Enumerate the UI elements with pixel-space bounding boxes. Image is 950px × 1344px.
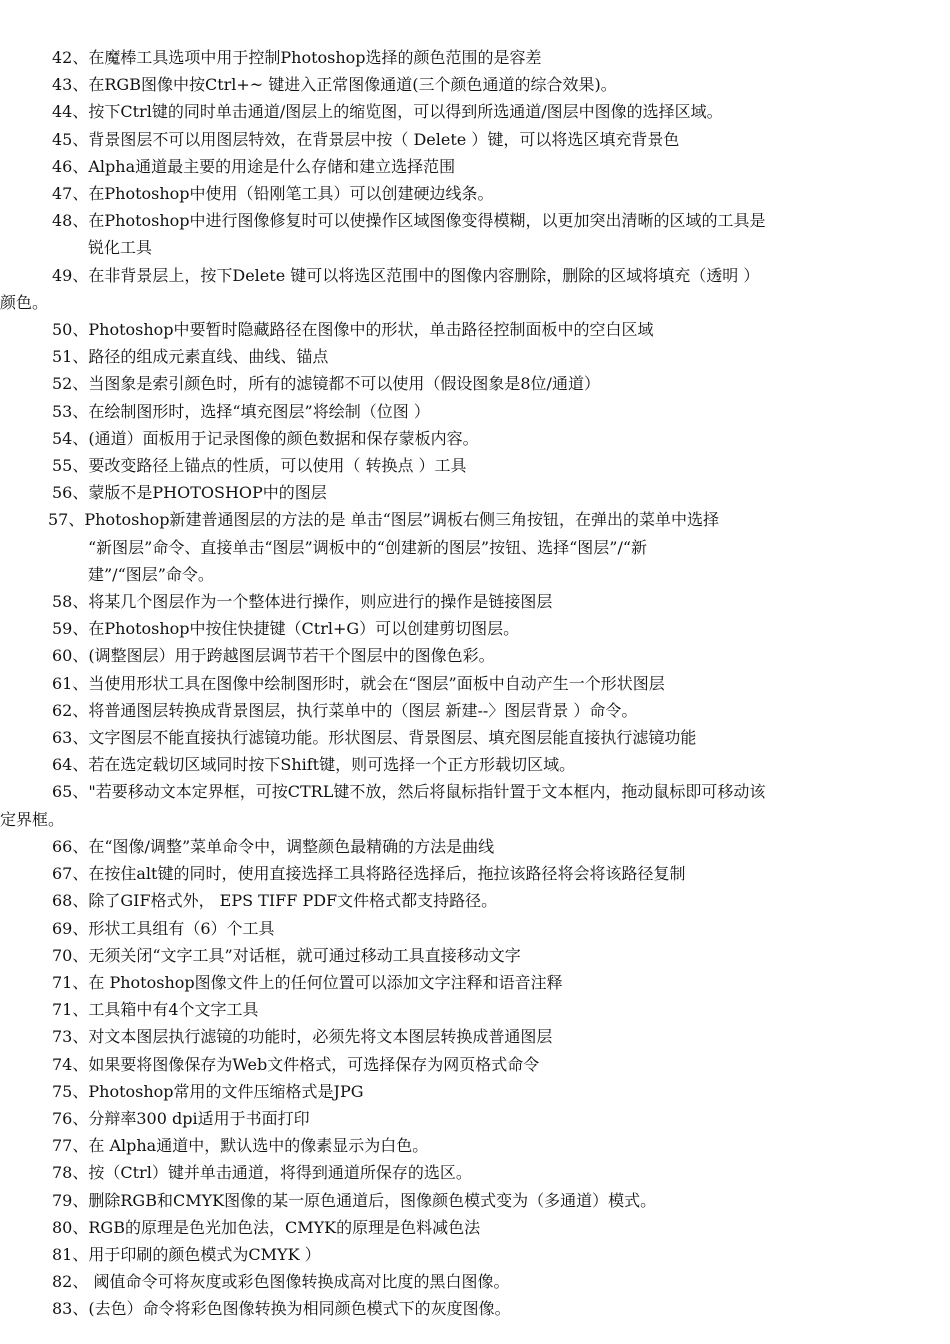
item-number: 82、 <box>52 1272 89 1292</box>
list-item <box>0 1051 950 1078</box>
item-text: 对文本图层执行滤镜的功能时，必须先将文本图层转换成普通图层 <box>88 1027 553 1047</box>
item-number: 73、 <box>52 1027 89 1047</box>
list-item <box>0 1105 950 1132</box>
item-number: 44、 <box>52 102 89 122</box>
list-item <box>0 833 950 860</box>
item-number: 49、 <box>52 265 89 285</box>
item-text: 如果要将图像保存为Web文件格式，可选择保存为网页格式命令 <box>88 1054 540 1074</box>
item-number: 64、 <box>52 755 89 775</box>
list-item <box>0 343 950 370</box>
item-number: 75、 <box>52 1081 89 1101</box>
list-item <box>0 1159 950 1186</box>
list-item <box>0 1295 950 1322</box>
item-text: 当图象是索引颜色时，所有的滤镜都不可以使用（假设图象是8位/通道） <box>88 374 600 394</box>
item-text: Alpha通道最主要的用途是什么存储和建立选择范围 <box>88 156 456 176</box>
list-item <box>0 1241 950 1268</box>
item-text: 删除RGB和CMYK图像的某一原色通道后，图像颜色模式变为（多通道）模式。 <box>88 1190 657 1210</box>
item-number: 66、 <box>52 836 89 856</box>
list-item <box>0 969 950 996</box>
item-number: 60、 <box>52 646 89 666</box>
item-text: (调整图层）用于跨越图层调节若干个图层中的图像色彩。 <box>88 646 495 666</box>
item-number: 79、 <box>52 1190 89 1210</box>
list-item <box>0 98 950 125</box>
item-text: 阈值命令可将灰度或彩色图像转换成高对比度的黑白图像。 <box>88 1272 510 1292</box>
item-number: 43、 <box>52 75 89 95</box>
item-number: 52、 <box>52 374 89 394</box>
item-text: 在魔棒工具选项中用于控制Photoshop选择的颜色范围的是容差 <box>88 48 542 67</box>
item-number: 59、 <box>52 619 89 639</box>
list-item <box>0 1132 950 1159</box>
item-continuation: 锐化工具 <box>88 238 153 258</box>
item-text: 按（Ctrl）键并单击通道，将得到通道所保存的选区。 <box>88 1163 472 1183</box>
list-item <box>0 915 950 942</box>
item-number: 46、 <box>52 156 89 176</box>
item-number: 71、 <box>52 972 89 992</box>
item-text: 当使用形状工具在图像中绘制图形时，就会在“图层”面板中自动产生一个形状图层 <box>88 673 665 693</box>
item-text: RGB的原理是色光加色法，CMYK的原理是色料减色法 <box>88 1217 481 1237</box>
list-item <box>0 425 950 452</box>
list-item <box>0 697 950 724</box>
item-number: 65、 <box>52 782 89 802</box>
item-text: 在RGB图像中按Ctrl+~ 键进入正常图像通道(三个颜色通道的综合效果)。 <box>88 75 617 95</box>
item-number: 50、 <box>52 320 89 340</box>
list-item <box>0 370 950 397</box>
list-item <box>0 1078 950 1105</box>
item-number: 55、 <box>52 456 89 476</box>
list-item <box>0 452 950 479</box>
item-text: 在绘制图形时，选择“填充图层”将绘制（位图 ） <box>88 401 430 421</box>
item-number: 81、 <box>52 1244 89 1264</box>
item-number: 74、 <box>52 1054 89 1074</box>
list-item <box>0 860 950 887</box>
item-text: 在非背景层上，按下Delete 键可以将选区范围中的图像内容删除，删除的区域将填充（透明 ） <box>88 265 760 285</box>
item-text: "若要移动文本定界框，可按CTRL键不放，然后将鼠标指针置于文本框内，拖动鼠标即可移动该 <box>88 782 766 802</box>
list-item <box>0 642 950 669</box>
item-text: 背景图层不可以用图层特效，在背景层中按（ Delete ）键，可以将选区填充背景色 <box>88 129 680 149</box>
item-number: 69、 <box>52 918 89 938</box>
item-number: 42、 <box>52 48 89 67</box>
item-number: 67、 <box>52 864 89 884</box>
list-item <box>0 398 950 425</box>
item-text: 在Photoshop中按住快捷键（Ctrl+G）可以创建剪切图层。 <box>88 619 520 639</box>
item-text: 分辩率300 dpi适用于书面打印 <box>88 1108 310 1128</box>
item-number: 56、 <box>52 483 89 503</box>
list-item <box>0 479 950 506</box>
list-item <box>0 262 950 316</box>
item-continuation: “新图层”命令、直接单击“图层”调板中的“创建新的图层”按钮、选择“图层”/“新 <box>88 537 648 557</box>
item-number: 47、 <box>52 184 89 204</box>
item-text: Photoshop中要暂时隐藏路径在图像中的形状，单击路径控制面板中的空白区域 <box>88 320 654 340</box>
item-text: 按下Ctrl键的同时单击通道/图层上的缩览图，可以得到所选通道/图层中图像的选择区域。 <box>88 102 723 122</box>
item-number: 61、 <box>52 673 89 693</box>
item-number: 53、 <box>52 401 89 421</box>
item-number: 45、 <box>52 129 89 149</box>
item-number: 57、 <box>48 510 85 530</box>
item-continuation: 定界框。 <box>0 809 65 829</box>
list-item <box>0 153 950 180</box>
item-number: 54、 <box>52 428 89 448</box>
item-text: 在 Photoshop图像文件上的任何位置可以添加文字注释和语音注释 <box>88 972 563 992</box>
list-item <box>0 724 950 751</box>
item-number: 80、 <box>52 1217 89 1237</box>
item-text: (通道）面板用于记录图像的颜色数据和保存蒙板内容。 <box>88 428 479 448</box>
item-text: 工具箱中有4个文字工具 <box>88 1000 259 1020</box>
question-list <box>0 44 950 1323</box>
item-text: 用于印刷的颜色模式为CMYK ） <box>88 1244 321 1264</box>
list-item <box>0 1023 950 1050</box>
list-item <box>0 71 950 98</box>
item-number: 62、 <box>52 700 89 720</box>
item-text: 路径的组成元素直线、曲线、锚点 <box>88 347 329 367</box>
item-text: (去色）命令将彩色图像转换为相同颜色模式下的灰度图像。 <box>88 1299 511 1319</box>
item-number: 58、 <box>52 592 89 612</box>
item-number: 51、 <box>52 347 89 367</box>
list-item <box>0 506 950 588</box>
item-text: 在Photoshop中使用（铅刚笔工具）可以创建硬边线条。 <box>88 184 494 204</box>
item-text: 在 Alpha通道中，默认选中的像素显示为白色。 <box>88 1136 429 1156</box>
item-text: 除了GIF格式外， EPS TIFF PDF文件格式都支持路径。 <box>88 891 498 911</box>
item-number: 48、 <box>52 211 89 231</box>
list-item <box>0 588 950 615</box>
item-continuation: 颜色。 <box>0 292 49 312</box>
list-item <box>0 1268 950 1295</box>
item-text: 要改变路径上锚点的性质，可以使用（ 转换点 ）工具 <box>88 456 467 476</box>
item-text: 蒙版不是PHOTOSHOP中的图层 <box>88 483 327 503</box>
list-item <box>0 44 950 71</box>
item-number: 76、 <box>52 1108 89 1128</box>
list-item <box>0 316 950 343</box>
item-continuation: 建”/“图层”命令。 <box>88 564 214 584</box>
item-number: 78、 <box>52 1163 89 1183</box>
item-text: 无须关闭“文字工具”对话框，就可通过移动工具直接移动文字 <box>88 945 521 965</box>
item-text: 在按住alt键的同时，使用直接选择工具将路径选择后，拖拉该路径将会将该路径复制 <box>88 864 686 884</box>
item-number: 71、 <box>52 1000 89 1020</box>
item-text: 形状工具组有（6）个工具 <box>88 918 275 938</box>
item-text: 将普通图层转换成背景图层，执行菜单中的（图层 新建--〉图层背景 ）命令。 <box>88 700 638 720</box>
item-number: 63、 <box>52 728 89 748</box>
item-text: 在“图像/调整”菜单命令中，调整颜色最精确的方法是曲线 <box>88 836 495 856</box>
list-item <box>0 180 950 207</box>
list-item <box>0 1214 950 1241</box>
list-item <box>0 207 950 261</box>
item-text: 若在选定载切区域同时按下Shift键，则可选择一个正方形载切区域。 <box>88 755 576 775</box>
item-text: 文字图层不能直接执行滤镜功能。形状图层、背景图层、填充图层能直接执行滤镜功能 <box>88 728 697 748</box>
list-item <box>0 1187 950 1214</box>
list-item <box>0 670 950 697</box>
item-text: Photoshop常用的文件压缩格式是JPG <box>88 1081 364 1101</box>
item-text: Photoshop新建普通图层的方法的是 单击“图层”调板右侧三角按钮，在弹出的菜单中选择 <box>84 510 719 530</box>
item-number: 83、 <box>52 1299 89 1319</box>
list-item <box>0 942 950 969</box>
list-item <box>0 887 950 914</box>
item-text: 在Photoshop中进行图像修复时可以使操作区域图像变得模糊，以更加突出清晰的区域的工具是 <box>88 211 766 231</box>
list-item <box>0 778 950 832</box>
list-item <box>0 126 950 153</box>
list-item <box>0 615 950 642</box>
item-number: 70、 <box>52 945 89 965</box>
list-item <box>0 751 950 778</box>
list-item <box>0 996 950 1023</box>
item-number: 77、 <box>52 1136 89 1156</box>
item-text: 将某几个图层作为一个整体进行操作，则应进行的操作是链接图层 <box>88 592 553 612</box>
item-number: 68、 <box>52 891 89 911</box>
